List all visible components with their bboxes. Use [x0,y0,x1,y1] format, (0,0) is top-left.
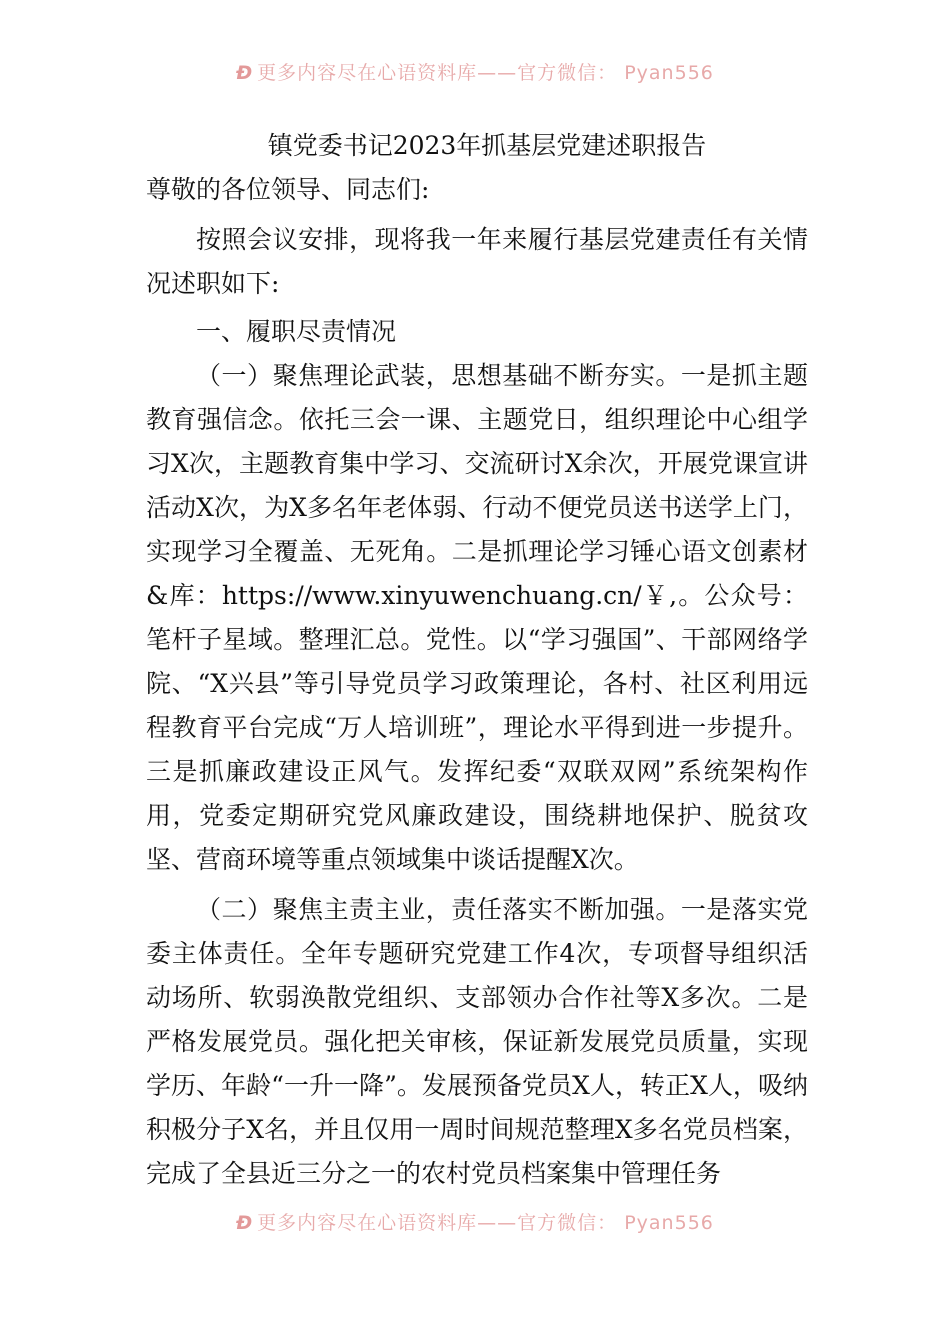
section-heading: 一、履职尽责情况 [196,317,397,346]
watermark-header [0,58,950,85]
watermark-text: 更多内容尽在心语资料库——官方微信： Pyan556 [257,1212,714,1234]
paragraph-1: （一）聚焦理论武装，思想基础不断夯实。一是抓主题教育强信念。依托三会一课、主题党日，组织理论中心组学习X次，主题教育集中学习、交流研讨X余次，开展党课宣讲活动X次，为X多名年老体弱、行动不便党员送书送学上门，实现学习全覆盖、无死角。二是抓理论学习锤心语文创素材&库：https://www.xinyuwenchuang.cn/￥,。公众号：笔杆子星域。整理汇总。党性。以“学习强国”、干部网络学院、“X兴县”等引导党员学习政策理论，各村、社区利用远程教育平台完成“万人培训班”，理论水平得到进一步提升。三是抓廉政建设正风气。发挥纪委“双联双网”系统架构作用，党委定期研究党风廉政建设，围绕耕地保护、脱贫攻坚、营商环境等重点领域集中谈话提醒X次。 [146,361,808,874]
watermark-text: 更多内容尽在心语资料库——官方微信： Pyan556 [257,62,714,84]
watermark-footer [0,1208,950,1235]
paragraph-2: （二）聚焦主责主业，责任落实不断加强。一是落实党委主体责任。全年专题研究党建工作4次，专项督导组织活动场所、软弱涣散党组织、支部领办合作社等X多次。二是严格发展党员。强化把关审核，保证新发展党员质量，实现学历、年龄“一升一降”。发展预备党员X人，转正X人，吸纳积极分子X名，并且仅用一周时间规范整理X多名党员档案，完成了全县近三分之一的农村党员档案集中管理任务 [146,895,808,1188]
document-body [146,124,808,1196]
document-title: 镇党委书记2023年抓基层党建述职报告 [267,131,707,160]
watermark-logo-icon: Ð [236,1212,254,1234]
salutation: 尊敬的各位领导、同志们: [146,175,430,204]
watermark-logo-icon: Ð [236,62,254,84]
intro-paragraph: 按照会议安排，现将我一年来履行基层党建责任有关情况述职如下: [146,225,808,298]
